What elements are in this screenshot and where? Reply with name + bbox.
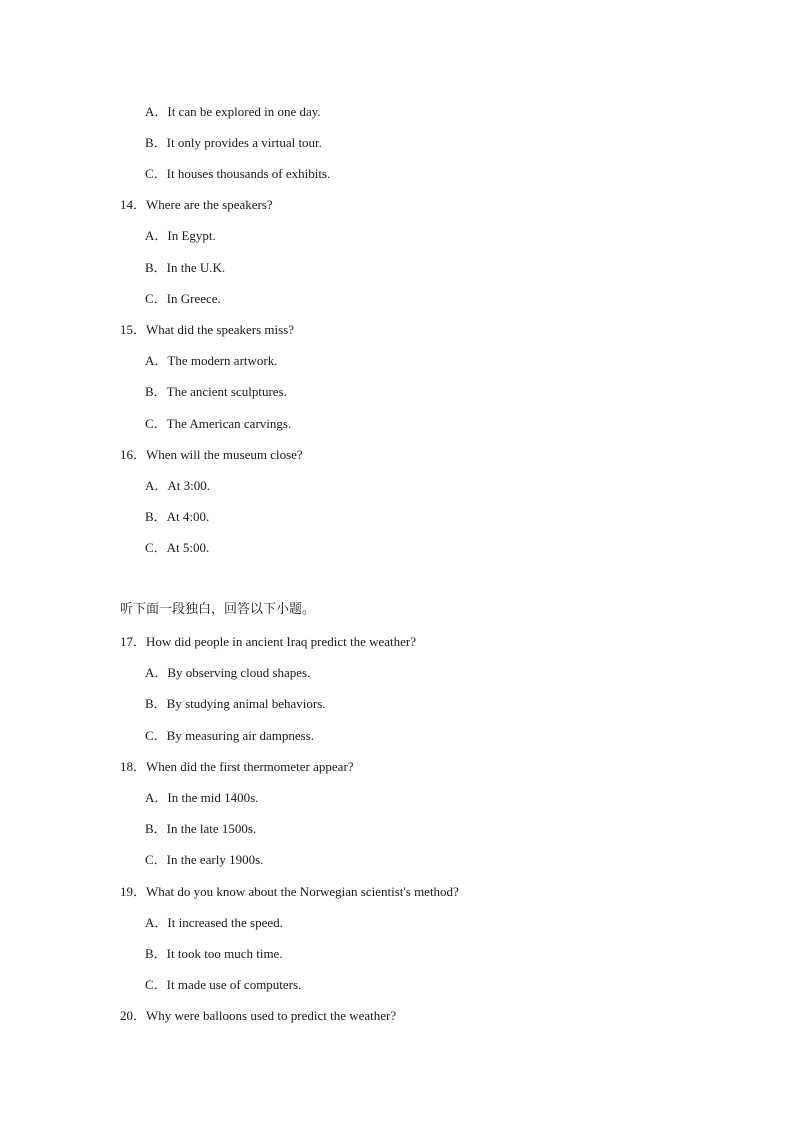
q17-option-c: C．By measuring air dampness. <box>145 728 314 743</box>
q15-option-b: B．The ancient sculptures. <box>145 384 287 399</box>
q15-option-a: A．The modern artwork. <box>145 353 278 368</box>
q18-option-c: C．In the early 1900s. <box>145 852 264 867</box>
q13-option-c: C．It houses thousands of exhibits. <box>145 166 331 181</box>
section-instruction: 听下面一段独白，回答以下小题。 <box>120 602 316 617</box>
q17-option-a: A．By observing cloud shapes. <box>145 665 311 680</box>
q19-option-c: C．It made use of computers. <box>145 977 302 992</box>
q16-option-b: B．At 4:00. <box>145 509 210 524</box>
question-16: 16．When will the museum close? <box>120 447 303 462</box>
q19-option-b: B．It took too much time. <box>145 946 283 961</box>
q13-option-a: A．It can be explored in one day. <box>145 104 321 119</box>
question-14: 14．Where are the speakers? <box>120 197 273 212</box>
q14-option-b: B．In the U.K. <box>145 260 226 275</box>
q16-option-a: A．At 3:00. <box>145 478 211 493</box>
q14-option-c: C．In Greece. <box>145 291 221 306</box>
q14-option-a: A．In Egypt. <box>145 228 216 243</box>
q19-option-a: A．It increased the speed. <box>145 915 283 930</box>
q16-option-c: C．At 5:00. <box>145 540 210 555</box>
q15-option-c: C．The American carvings. <box>145 416 292 431</box>
q17-option-b: B．By studying animal behaviors. <box>145 696 326 711</box>
q13-option-b: B．It only provides a virtual tour. <box>145 135 322 150</box>
question-20: 20．Why were balloons used to predict the weather? <box>120 1008 397 1023</box>
q18-option-a: A．In the mid 1400s. <box>145 790 259 805</box>
question-17: 17．How did people in ancient Iraq predict the weather? <box>120 634 416 649</box>
question-15: 15．What did the speakers miss? <box>120 322 295 337</box>
question-18: 18．When did the first thermometer appear? <box>120 759 354 774</box>
question-19: 19．What do you know about the Norwegian scientist's method? <box>120 884 459 899</box>
q18-option-b: B．In the late 1500s. <box>145 821 257 836</box>
